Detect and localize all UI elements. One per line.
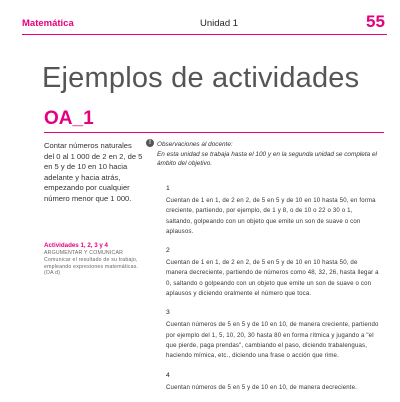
activity-text: Cuentan números de 5 en 5 y de 10 en 10, de manera decreciente.	[166, 383, 358, 391]
activity-number: 3	[166, 309, 170, 317]
observations-title: Observaciones al docente:	[157, 141, 233, 148]
activity-number: 4	[166, 371, 170, 379]
subject-label: Matemática	[22, 18, 74, 29]
activities-label: Actividades 1, 2, 3 y 4	[44, 242, 108, 249]
teacher-observations	[157, 140, 382, 169]
oa-divider	[44, 132, 384, 133]
page-title: Ejemplos de actividades	[42, 62, 360, 94]
activity-number: 1	[166, 185, 170, 192]
oa-code: OA_1	[44, 108, 94, 129]
activity-text: Cuentan de 1 en 1, de 2 en 2, de 5 en 5 y de 10 en 10 hasta 50, en forma creciente, partiendo, por ejemplo, de 1 y 8, o de 10 o 22 o 30 o 1, saltando, golpeando con un objeto que emite un son de suave o con aplausos.	[166, 197, 376, 235]
info-circle-icon: !	[146, 139, 154, 147]
activity-text: Cuentan de 1 en 1, de 2 en 2, de 5 en 5 y de 10 en 10 hasta 50, de manera decreciente, partiendo de números como 48, 32, 26, hasta llegar a 0, saltando o golpeando con un objeto que emite un son de suave o con aplausos y diciendo oralmente el número que toca.	[166, 259, 379, 298]
unit-label: Unidad 1	[200, 18, 239, 29]
activity-item	[166, 184, 380, 237]
activity-item	[166, 371, 380, 393]
activity-item	[166, 246, 380, 299]
observations-text: En esta unidad se trabaja hasta el 100 y en la segunda unidad se completa el ámbito del objetivo.	[157, 150, 377, 168]
header-divider	[22, 34, 387, 35]
skill-reference-detail: Comunicar el resultado de su trabajo, empleando expresiones matemáticas. (OA d)	[44, 256, 139, 277]
learning-objective: Contar números naturales del 0 al 1 000 de 2 en 2, de 5 en 5 y de 10 en 10 hacia adelante y hacia atrás, empezando por cualquier número menor que 1 000.	[44, 141, 143, 203]
activity-item	[166, 308, 380, 361]
activity-number: 2	[166, 247, 170, 255]
activity-text: Cuentan números de 5 en 5 y de 10 en 10, de manera creciente, partiendo por ejemplo del 1, 5, 10, 20, 30 hasta 80 en forma rítmica y jugando a "el que pierde, paga prendas", cambiando el paso, diciendo trabalenguas, haciendo mímica, etc., diciendo una frase o acción que rime.	[166, 321, 379, 360]
skill-reference-caps: ARGUMENTAR Y COMUNICAR	[44, 250, 124, 256]
skill-reference	[44, 250, 144, 277]
page-number: 55	[366, 12, 385, 31]
activities-list	[166, 184, 380, 402]
